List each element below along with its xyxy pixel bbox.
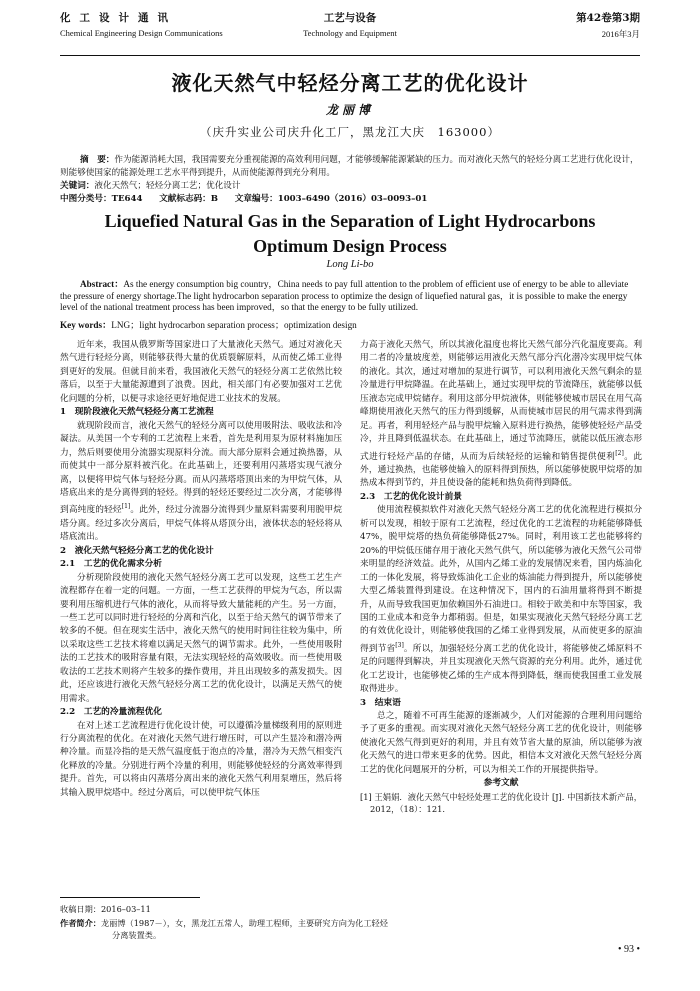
- author-bio: [60, 917, 394, 941]
- section-2-2-paragraph-cont: [360, 339, 642, 491]
- issue-date: 2016年3月: [601, 29, 640, 39]
- section-2-2-heading: 2.2 工艺的冷量流程优化: [60, 707, 162, 718]
- section-2-2-text-c: 。此外，通过换热，也能够使输入的原料得到预热，所以能够使脱甲烷塔的加热成本得到节约，并且使设备的能耗和热负荷得到降低。: [360, 451, 643, 489]
- section-2-2-paragraph-start: 在对上述工艺流程进行优化设计使，可以遵循冷量梯级利用的原则进行分离流程的优化。在对液化天然气进行增压时，可以产生显冷和潜冷两种冷量。而显冷指的是天然气温度低于泡点的冷量，潜冷为天然气相变汽化释放的冷量。分别进行两个冷量的利用，则能够使轻烃的分离效率得到提升。首先，可以将由闪蒸塔分离出来的液化天然气利用泵增压，然后将其输入脱甲烷塔中。经过分离后，可以使甲烷气体压: [60, 720, 342, 798]
- author-bio-label: 作者简介：: [60, 918, 101, 928]
- journal-name-cn: 化工设计通讯: [60, 12, 177, 24]
- column-name: [60, 10, 640, 38]
- column-name-cn: 工艺与设备: [323, 12, 377, 24]
- keywords-cn: [60, 180, 640, 193]
- keywords-cn-label: 关键词：: [60, 181, 95, 191]
- abstract-cn-text: 作为能源消耗大国，我国需要充分重视能源的高效利用问题，才能够缓解能源紧缺的压力。而对液化天然气的轻烃分离工艺进行优化设计，则能够使国家的能源处理工艺水平得到提升，从而使能源得到充分利用。: [60, 155, 639, 178]
- section-2-2-text-b: 力高于液化天然气，所以其液化温度也将比天然气部分汽化温度要高。利用二者的冷量坡度差，则能够运用液化天然气部分汽化潜冷实现甲烷气体的液化。其次，通过对增加的泵进行调节，可以利用液化天然气剩余的显冷量进行甲烷降温。在此基础上，通过实现甲烷的节流降压，就能够以低压液态完成甲烷储存。利用这部分甲烷液体，则能够使城市居民在用气高峰期使用液化天然气的压力得到缓解，从而使城市居民的用气需求得到满足。再者，利用轻烃产品与脱甲烷输入原料进行换热，能够使轻烃产品受冷，并且降到低温状态。在此基础上，通过节流降压，就能以低压液态形式进行轻烃产品的存储，从而为后续轻烃的运输和销售提供便利: [360, 340, 642, 462]
- citation-2: [2]: [615, 449, 624, 457]
- issue-info: [576, 10, 640, 40]
- section-2-1-heading: 2.1 工艺的优化需求分析: [60, 559, 162, 570]
- conclusion-paragraph: 总之，随着不可再生能源的逐渐减少，人们对能源的合理利用问题给予了更多的重视。而实现对液化天然气轻烃分离工艺的优化设计，则能够使液化天然气得到更好的利用，并且有效节省大量的原油，所以能够为液化天然气的进口带来更多的优势。因此，相信本文对液化天然气轻烃分离工艺的优化问题展开的分析，可以为相关工作的开展提供指导。: [360, 711, 642, 775]
- body-column-left: [60, 339, 342, 800]
- page-number: • 93 •: [617, 944, 640, 955]
- section-2-1-paragraph: 分析现阶段使用的液化天然气轻烃分离工艺可以发现，这些工艺生产流程都存在着一定的问题。一方面，一些工艺获得的甲烷为气态，所以需要利用压缩机进行气体的液化，从而将导致大量能耗的产生。另一方面，一些工艺可以同时进行轻烃的分离和汽化，以至于给天然气的调节带来了较多的不便。但在现实生活中，液化天然气的使用时间往往较为集中，所以采取这些工艺技术将难以满足天然气的调节需求。此外，一些使用吸附法的工艺技术的吸附容量有限，无法实现轻烃的高效吸收。而一些使用吸收法的工艺技术则将产生较多的操作费用，并且出现较多的蒸发损失。因此，还应该进行液化天然气轻烃分离工艺的优化设计，以满足天然气的使用需求。: [60, 572, 342, 704]
- running-header: [60, 10, 640, 52]
- volume-issue: 第42卷第3期: [576, 12, 640, 24]
- article-number: 文章编号：1003–6490（2016）03–0093–01: [234, 194, 428, 204]
- abstract-en-text: As the energy consumption big country，China needs to pay full attention to the problem of efficient use of energy to be able to alleviate the pressure of energy shortage.The light hydrocarbon separation process to optimize the design of liquefied natural gas，it is possible to make the energy level of the national treatment process has been improved，so that the energy to be fully utilized.: [60, 279, 629, 313]
- abstract-en: [60, 279, 640, 314]
- article-title-cn: 液化天然气中轻烃分离工艺的优化设计: [171, 71, 529, 95]
- keywords-en-label: Key words：: [60, 320, 112, 330]
- document-code: 文献标志码：B: [159, 194, 219, 204]
- author-affiliation-cn: （庆升实业公司庆升化工厂，黑龙江大庆 163000）: [200, 125, 500, 139]
- section-3-heading: 3 结束语: [360, 697, 401, 708]
- section-1-paragraph: [60, 420, 342, 545]
- author-name-en: Long Li-bo: [326, 259, 374, 270]
- article-title-en: [0, 209, 700, 259]
- section-2-3-heading: 2.3 工艺的优化设计前景: [360, 491, 462, 502]
- keywords-en-text: LNG；light hydrocarbon separation process；optimization design: [111, 320, 357, 330]
- keywords-cn-text: 液化天然气；轻烃分离工艺；优化设计: [94, 181, 241, 191]
- author-bio-text: 龙丽博（1987－），女，黑龙江五常人，助理工程师，主要研究方向为化工轻烃分离装置类。: [100, 918, 388, 940]
- classification-line: [60, 193, 640, 206]
- abstract-cn-label: 摘 要：: [80, 155, 115, 165]
- title-en-line-2: Optimum Design Process: [253, 236, 447, 256]
- clc-number: 中图分类号：TE644: [60, 194, 143, 204]
- column-name-en: Technology and Equipment: [303, 28, 397, 38]
- reference-item: [1] 王娟娟．液化天然气中轻烃处理工艺的优化设计 [J]. 中国新技术新产品，2012，（18）：121.: [360, 791, 642, 814]
- keywords-en: [60, 317, 640, 331]
- abstract-en-label: Abstract：: [80, 279, 124, 289]
- body-column-right: [360, 339, 642, 815]
- received-date: 收稿日期：2016–03–11: [60, 904, 151, 914]
- author-name-cn: 龙丽博: [325, 103, 374, 117]
- title-en-line-1: Liquefied Natural Gas in the Separation of Light Hydrocarbons: [104, 211, 596, 231]
- section-1-heading: 1 现阶段液化天然气轻烃分离工艺流程: [60, 407, 214, 418]
- section-2-3-paragraph: [360, 504, 642, 696]
- section-2-3-text-a: 使用流程模拟软件对液化天然气轻烃分离工艺的优化流程进行模拟分析可以发现，相较于原有工艺流程，经过优化的工艺流程的功耗能够降低47%，脱甲烷塔的热负荷能够降低27%。同时，利用该工艺也能够将约20%的甲烷低压储存用于液化天然气供气，所以能够为液化天然气公司带来明显的经济效益。此外，从国内乙烯工业的发展情况来看，国内炼油化工的一体化发展，将导致炼油化工企业的炼油能力得到提升，所以能够使大型乙烯装置得到建设。在这种情况下，国内的石油用量将得到不断提升，从而导致我国更加依赖国外石油进口。相较于欧美和中东等国家，我国的工业成本和竞争力都稍弱。但是，如果实现液化天然气轻烃分离工艺的有效优化设计，则能够使我国的乙烯工业得到发展，从而使更多的原油得到节省: [360, 505, 642, 654]
- citation-3: [3]: [395, 641, 404, 649]
- journal-name-en: Chemical Engineering Design Communications: [60, 28, 223, 38]
- header-divider: [60, 55, 640, 56]
- intro-paragraph: 近年来，我国从俄罗斯等国家进口了大量液化天然气。通过对液化天然气进行轻烃分离，则能够获得大量的优质裂解原料，从而使乙烯工业得到更好的发展。但就目前来看，我国液化天然气的轻烃分离工艺依然比较落后，以至于大量能源遭到了浪费。因此，相关部门有必要加强对工艺优化问题的分析，以便寻求途径更好地促进工业技术的发展。: [60, 340, 342, 404]
- section-1-text-a: 就现阶段而言，液化天然气的轻烃分离可以使用吸附法、吸收法和冷凝法。从美国一个专利的工艺流程上来看，首先是利用泵为原材料施加压力，然后则要使用分流器实现原料分流。而大部分原料会通过换热器，从而使其中一部分原料被汽化。在此基础上，还要利用闪蒸塔实现气液分离，以便将甲烷气体与轻烃分离。而从闪蒸塔塔顶出来的为甲烷气体，从塔底出来的是分离得到的轻烃。得到的轻烃还要经过二次分离，才能够得到高纯度的轻烃: [60, 420, 342, 516]
- abstract-cn: [60, 154, 640, 179]
- section-2-heading: 2 液化天然气轻烃分离工艺的优化设计: [60, 545, 214, 556]
- references-heading: 参考文献: [483, 778, 519, 789]
- citation-1: [1]: [121, 503, 131, 511]
- footnote-divider: [60, 897, 200, 898]
- section-2-3-text-b: 。所以，加强轻烃分离工艺的优化设计，将能够使乙烯原料不足的问题得到解决，并且实现液化天然气资源的充分利用。此外，通过优化工艺设计，也能够使乙烯的生产成本得到降低，继而使我国重工业发展取得进步。: [360, 643, 643, 695]
- section-1-text-b: 。此外，经过分流器分流得到少量原料需要利用脱甲烷塔分离。经过多次分离后，甲烷气体将从塔顶分出，液体状态的轻烃将从塔底流出。: [60, 505, 343, 543]
